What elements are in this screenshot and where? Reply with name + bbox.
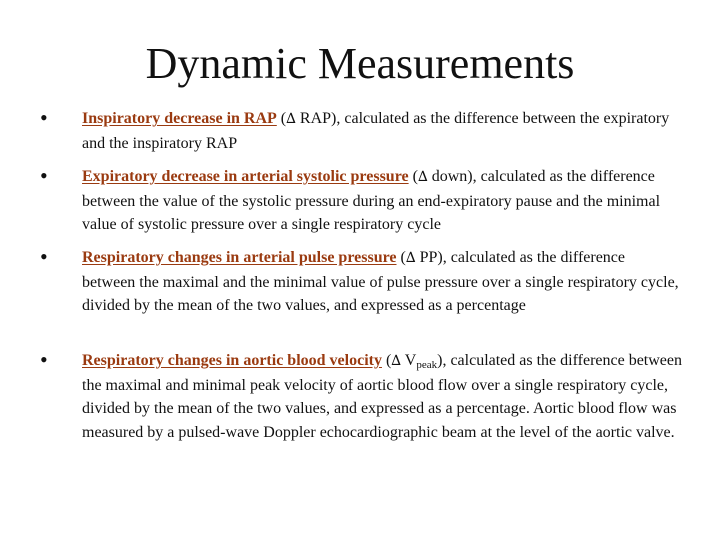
bullet-paren-open: ( bbox=[408, 168, 418, 185]
slide-title: Dynamic Measurements bbox=[145, 39, 575, 88]
bullet-text bbox=[82, 349, 682, 444]
bullet-point-icon: • bbox=[40, 105, 48, 130]
delta-symbol: ∆ bbox=[391, 353, 402, 369]
bullet-symbol-label: RAP bbox=[295, 110, 332, 127]
bullet-paren-open: ( bbox=[396, 249, 406, 266]
bullet-point-icon: • bbox=[40, 347, 48, 372]
bullet-symbol-label: PP bbox=[415, 249, 438, 266]
bullet-description: ), calculated as the difference between the maximal and minimal peak velocity of aortic blood flow over a single respiratory cycle, divided by the mean of the two values, and expressed as a percentage. Aortic blood flow was measured by a pulsed-wave Doppler echocardiographic beam at the level of the aortic valve. bbox=[82, 352, 683, 441]
bullet-paren-open: ( bbox=[276, 110, 287, 127]
bullet-paren-open: ( bbox=[381, 352, 392, 369]
delta-symbol: ∆ bbox=[417, 169, 428, 185]
bullet-symbol-label: down bbox=[427, 168, 468, 185]
bullet-description: ), calculated as the difference between the maximal and the minimal value of pulse pressure over a single respiratory cycle, divided by the mean of the two values, and expressed as a percentage bbox=[82, 249, 679, 314]
symbol-subscript: peak bbox=[416, 359, 438, 371]
bullet-description: ), calculated as the difference between the value of the systolic pressure during an end-expiratory pause and the minimal value of systolic pressure over a single respiratory cycle bbox=[82, 168, 661, 233]
bullet-highlight: Inspiratory decrease in RAP bbox=[82, 110, 277, 127]
delta-symbol: ∆ bbox=[405, 250, 416, 266]
bullet-highlight: Respiratory changes in aortic blood velocity bbox=[82, 352, 382, 369]
bullet-point-icon: • bbox=[40, 244, 48, 269]
delta-symbol: ∆ bbox=[286, 111, 296, 127]
bullet-description: ), calculated as the difference between the expiratory and the inspiratory RAP bbox=[82, 110, 670, 152]
bullet-point-icon: • bbox=[40, 163, 48, 188]
bullet-highlight: Expiratory decrease in arterial systolic pressure bbox=[82, 168, 409, 185]
bullet-text bbox=[82, 165, 682, 237]
bullet-text bbox=[82, 107, 682, 155]
bullet-highlight: Respiratory changes in arterial pulse pressure bbox=[82, 249, 397, 266]
bullet-symbol-label: V bbox=[401, 352, 417, 369]
bullet-text bbox=[82, 246, 682, 318]
